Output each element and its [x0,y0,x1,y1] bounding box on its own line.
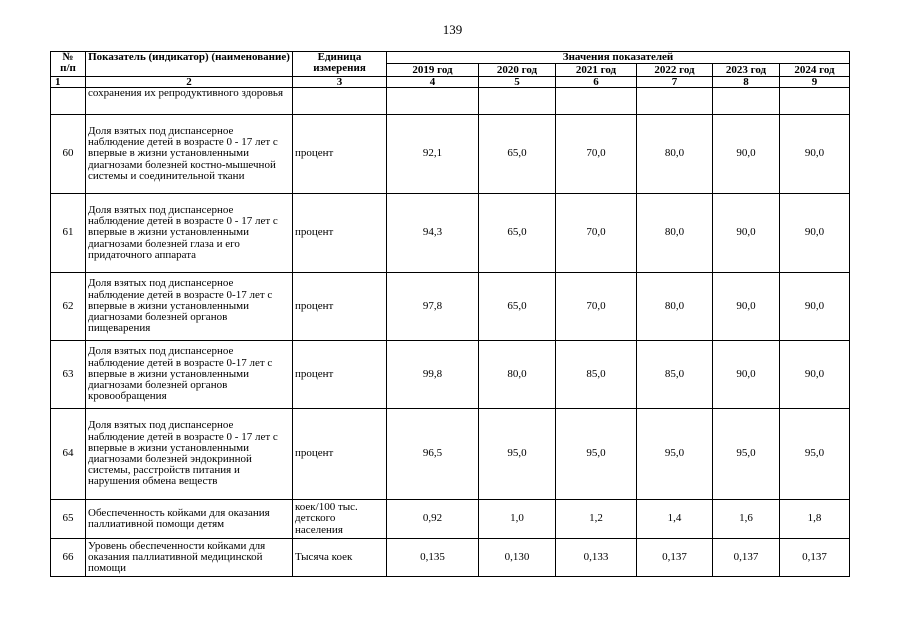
row-value: 65,0 [479,194,556,273]
row-value: 90,0 [780,194,850,273]
row-value: 0,137 [713,539,780,577]
row-value: 90,0 [713,341,780,409]
row-value: 65,0 [479,115,556,194]
header-number: № п/п [51,52,86,77]
row-value: 95,0 [713,409,780,500]
row-value: 1,6 [713,500,780,539]
row-indicator-name: Обеспеченность койками для оказания паллиативной помощи детям [86,500,293,539]
row-value: 70,0 [556,115,637,194]
row-number [51,88,86,115]
row-value: 80,0 [637,115,713,194]
row-value: 70,0 [556,273,637,341]
row-value: 1,8 [780,500,850,539]
header-year: 2022 год [637,64,713,77]
row-value: 90,0 [713,273,780,341]
row-value: 95,0 [637,409,713,500]
row-indicator-name: Доля взятых под диспансерное наблюдение детей в возрасте 0 - 17 лет с впервые в жизни установленными диагнозами болезней костно-мышечной системы и соединительной ткани [86,115,293,194]
table-row [51,500,850,539]
row-number: 61 [51,194,86,273]
row-value: 99,8 [387,341,479,409]
row-value [780,88,850,115]
row-value: 96,5 [387,409,479,500]
row-value: 0,137 [637,539,713,577]
row-value: 0,137 [780,539,850,577]
row-value: 90,0 [713,115,780,194]
column-number: 5 [479,77,556,88]
row-number: 60 [51,115,86,194]
column-number: 4 [387,77,479,88]
table-row [51,409,850,500]
row-number: 66 [51,539,86,577]
row-value: 95,0 [479,409,556,500]
row-unit: коек/100 тыс. детского населения [293,500,387,539]
row-value: 85,0 [556,341,637,409]
row-value: 80,0 [637,273,713,341]
table-row [51,194,850,273]
row-unit: процент [293,194,387,273]
header-year: 2024 год [780,64,850,77]
row-number: 63 [51,341,86,409]
table-row [51,539,850,577]
row-value [556,88,637,115]
row-unit: процент [293,273,387,341]
row-unit: процент [293,341,387,409]
row-unit: процент [293,409,387,500]
row-value: 97,8 [387,273,479,341]
header-unit: Единица измерения [293,52,387,77]
column-number: 8 [713,77,780,88]
row-number: 64 [51,409,86,500]
row-value: 1,4 [637,500,713,539]
row-value: 90,0 [780,341,850,409]
column-number: 6 [556,77,637,88]
row-indicator-name: сохранения их репродуктивного здоровья [86,88,293,115]
row-value: 95,0 [556,409,637,500]
column-number: 3 [293,77,387,88]
row-value [479,88,556,115]
continuation-row [51,88,850,115]
row-number: 62 [51,273,86,341]
row-value: 80,0 [479,341,556,409]
row-value: 95,0 [780,409,850,500]
table-row [51,273,850,341]
header-year: 2020 год [479,64,556,77]
row-value: 85,0 [637,341,713,409]
header-indicator: Показатель (индикатор) (наименование) [86,52,293,77]
row-indicator-name: Доля взятых под диспансерное наблюдение детей в возрасте 0-17 лет с впервые в жизни установленными диагнозами болезней органов пищеварения [86,273,293,341]
row-value: 90,0 [780,273,850,341]
table-row [51,115,850,194]
row-value: 90,0 [780,115,850,194]
header-year: 2019 год [387,64,479,77]
row-value: 0,133 [556,539,637,577]
column-number: 9 [780,77,850,88]
row-number: 65 [51,500,86,539]
row-unit: процент [293,115,387,194]
row-value [637,88,713,115]
header-year: 2023 год [713,64,780,77]
row-unit [293,88,387,115]
row-value: 94,3 [387,194,479,273]
row-value: 80,0 [637,194,713,273]
row-indicator-name: Уровень обеспеченности койками для оказания паллиативной медицинской помощи [86,539,293,577]
row-indicator-name: Доля взятых под диспансерное наблюдение детей в возрасте 0 - 17 лет с впервые в жизни установленными диагнозами болезней эндокринной системы, расстройств питания и нарушения обмена веществ [86,409,293,500]
row-value: 70,0 [556,194,637,273]
row-value: 0,92 [387,500,479,539]
row-value: 90,0 [713,194,780,273]
header-values-group: Значения показателей [387,52,850,64]
page-number: 139 [442,22,463,37]
indicators-table [50,51,850,577]
column-numbers-row [51,77,850,88]
row-value: 0,135 [387,539,479,577]
row-value: 1,2 [556,500,637,539]
row-indicator-name: Доля взятых под диспансерное наблюдение детей в возрасте 0 - 17 лет с впервые в жизни установленными диагнозами болезней глаза и его придаточного аппарата [86,194,293,273]
header-year: 2021 год [556,64,637,77]
column-number: 7 [637,77,713,88]
column-number: 2 [86,77,293,88]
row-indicator-name: Доля взятых под диспансерное наблюдение детей в возрасте 0-17 лет с впервые в жизни установленными диагнозами болезней органов кровообращения [86,341,293,409]
table-row [51,341,850,409]
row-value [387,88,479,115]
table-header [51,52,850,77]
column-number: 1 [51,77,86,88]
row-value: 1,0 [479,500,556,539]
row-unit: Тысяча коек [293,539,387,577]
row-value: 65,0 [479,273,556,341]
row-value [713,88,780,115]
row-value: 0,130 [479,539,556,577]
row-value: 92,1 [387,115,479,194]
